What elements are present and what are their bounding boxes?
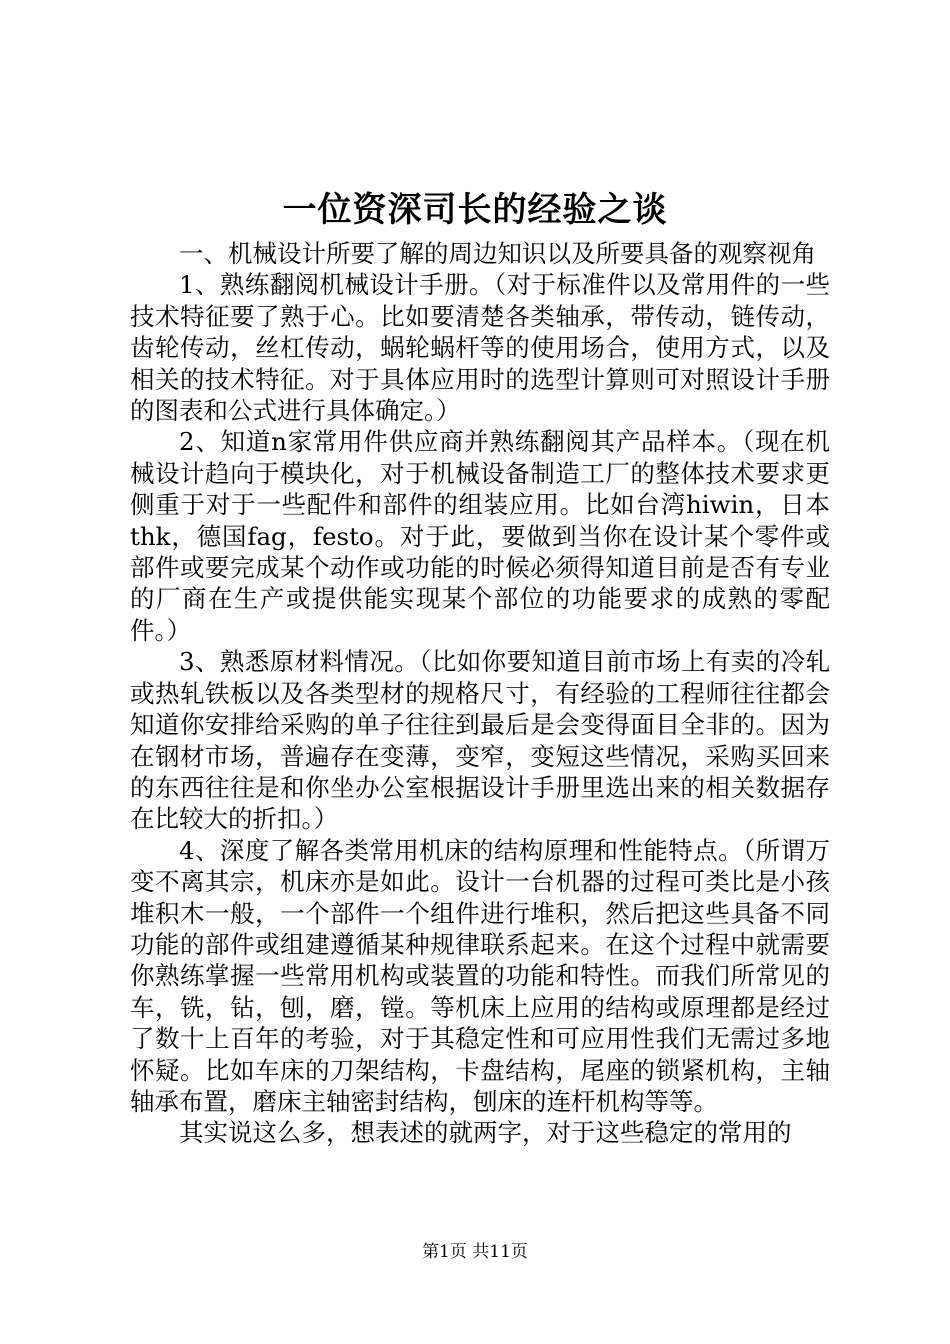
document-body xyxy=(130,238,830,1149)
paragraph: 4、深度了解各类常用机床的结构原理和性能特点。（所谓万变不离其宗，机床亦是如此。设计一台机器的过程可类比是小孩堆积木一般，一个部件一个组件进行堆积，然后把这些具备不同功能的部件或组建遵循某种规律联系起来。在这个过程中就需要你熟练掌握一些常用机构或装置的功能和特性。而我们所常见的车，铣，钻，刨，磨，镗。等机床上应用的结构或原理都是经过了数十上百年的考验，对于其稳定性和可应用性我们无需过多地怀疑。比如车床的刀架结构，卡盘结构，尾座的锁紧机构，主轴轴承布置，磨床主轴密封结构，刨床的连杆机构等等。 xyxy=(130,835,830,1116)
section-heading: 一、机械设计所要了解的周边知识以及所要具备的观察视角 xyxy=(179,239,816,268)
document-title: 一位资深司长的经验之谈 xyxy=(282,190,668,230)
paragraph: 1、熟练翻阅机械设计手册。（对于标准件以及常用件的一些技术特征要了熟于心。比如要清楚各类轴承，带传动，链传动，齿轮传动，丝杠传动，蜗轮蜗杆等的使用场合，使用方式，以及相关的技术特征。对于具体应用时的选型计算则可对照设计手册的图表和公式进行具体确定。） xyxy=(130,270,830,426)
paragraph: 其实说这么多，想表述的就两字，对于这些稳定的常用的 xyxy=(179,1118,792,1148)
page-footer: 第1页 共11页 xyxy=(422,1242,528,1262)
paragraph: 3、熟悉原材料情况。（比如你要知道目前市场上有卖的冷轧或热轧铁板以及各类型材的规格尺寸，有经验的工程师往往都会知道你安排给采购的单子往往到最后是会变得面目全非的。因为在钢材市场，普遍存在变薄，变窄，变短这些情况，采购买回来的东西往往是和你坐办公室根据设计手册里选出来的相关数据存在比较大的折扣。） xyxy=(130,647,830,834)
paragraph: 2、知道n家常用件供应商并熟练翻阅其产品样本。（现在机械设计趋向于模块化，对于机械设备制造工厂的整体技术要求更侧重于对于一些配件和部件的组装应用。比如台湾hiwin，日本thk，德国fag，festo。对于此，要做到当你在设计某个零件或部件或要完成某个动作或功能的时候必须得知道目前是否有专业的厂商在生产或提供能实现某个部位的功能要求的成熟的零配件。） xyxy=(130,427,830,645)
